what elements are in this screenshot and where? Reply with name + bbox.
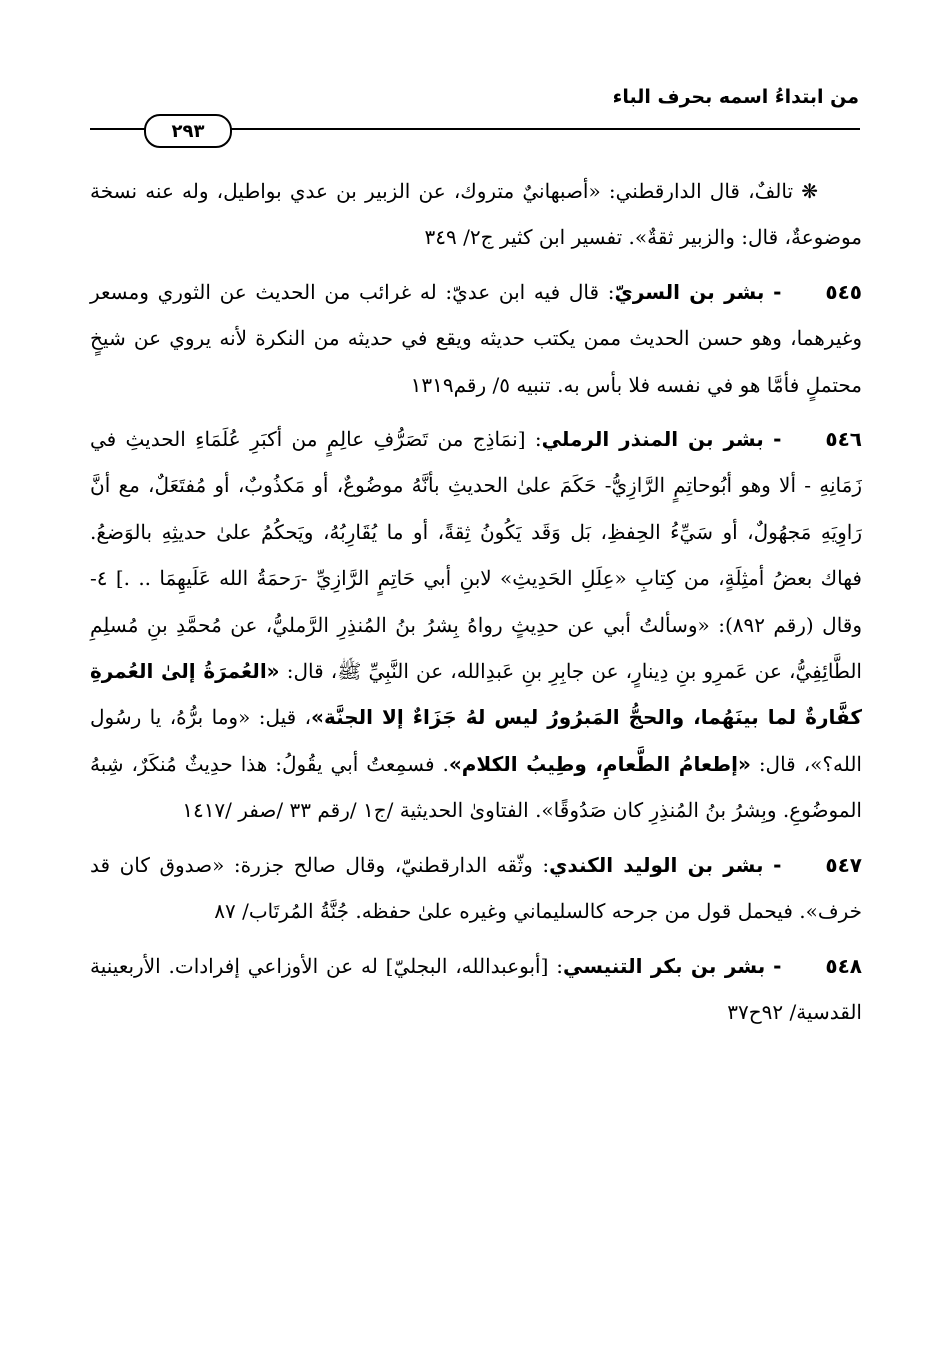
entry-text: تالفٌ، قال الدارقطني: «أصبهانيٌ متروك، عن الزبير بن عدي بواطيل، وله عنه نسخة موضوعةٌ، قال: والزبير ثقةٌ». تفسير ابن كثير ج٢/ ٣٤٩ [90, 179, 862, 250]
entry-continuation [90, 168, 862, 261]
entry-text: : [نمَاذِج من تَصَرُّفِ عالِمٍ من أكبَرِ عُلَمَاءِ الحديثِ في زَمَانِهِ - ألا وهو أبُوحاتِمٍ الرَّازِيُّ- حَكَمَ علىٰ الحديثِ بأنَّهُ موضُوعٌ، أو مَكذُوبٌ، أو مُفتَعَلٌ، مع أنَّ رَاوِيَهِ مَجهُولٌ، أو سَيِّءُ الحِفظِ، بَل وَقَد يَكُونُ ثِقةً، أو ما يُقَارِبُهُ، ويَحكُمُ علىٰ حديثِهِ بالوَضعُ. فهاك بعضُ أمثِلَةٍ، من كِتابِ «عِلَلِ الحَدِيثِ» لابنِ أبي حَاتِمٍ الرَّازِيِّ -رَحمَةُ الله عَلَيهِمَا .. .] ٤- وقال (رقم ٨٩٢): «وسألتُ أبي عن حدِيثٍ رواهُ بِشرُ بنُ المُنذِرِ الرَّمليُّ، عن مُحمَّدِ بنِ مُسلِمِ الطَّائِفِيُّ، عن عَمرِو بنِ دِينارٍ، عن جابِرِ بنِ عَبدِالله، عن النَّبِيِّ ﷺ، قال: [90, 427, 862, 684]
entry-text: : قال فيه ابن عديّ: له غرائب من الحديث عن الثوري ومسعر وغيرهما، وهو حسن الحديث ممن يكتب حديثه ويقع في حديثه من النكرة لأنه يروي عن شيخٍ محتملٍ فأمَّا هو في نفسه فلا بأس به. تنبيه ٥/ رقم١٣١٩ [90, 279, 862, 397]
narrator-name: بشر بن المنذر الرملي [541, 427, 764, 452]
entry-text: ، قيل: «وما برُّهُ، يا رسُول الله؟»، قال: [90, 705, 862, 776]
entry-number: ٥٤٨- [773, 953, 863, 978]
entry-number: ٥٤٦- [773, 427, 863, 452]
body-text [90, 168, 862, 1035]
entry-546 [90, 416, 862, 834]
page-number: ٢٩٣ [144, 114, 232, 148]
entry-545 [90, 269, 862, 408]
narrator-name: بشر بن الوليد الكندي [549, 852, 764, 877]
entry-text: . فسمِعتُ أبي يقُولُ: هذا حدِيثٌ مُنكَرٌ، شِبهُ الموضُوعِ. وبِشرُ بنُ المُنذِرِ كان صَدُوقًا». الفتاوىٰ الحديثية /ج١ /رقم ٣٣ /صفر /١٤١٧ [90, 751, 862, 823]
entry-548 [90, 943, 862, 1036]
asterisk-marker: ❋ [793, 179, 818, 203]
hadith-quote: «إطعامُ الطَّعامِ، وطِيبُ الكلام» [448, 751, 751, 776]
running-title: من ابتداءُ اسمه بحرف الباء [612, 86, 859, 108]
narrator-name: بشر بن بكر التنيسي [563, 953, 766, 978]
hadith-quote: «العُمرَةُ إلىٰ العُمرةِ كفَّارةٌ لما بينَهُما، والحجُّ المَبرُورُ ليس لهُ جَزَاءٌ إلا الجنَّة» [90, 659, 863, 730]
entry-number: ٥٤٥- [773, 279, 863, 304]
entry-text: : وثّقه الدارقطنيّ، وقال صالح جزرة: «صدوق كان قد خرف». فيحمل قول من جرحه كالسليماني وغيره علىٰ حفظه. جُنَّةُ المُرتَاب/ ٨٧ [90, 852, 862, 924]
entry-number: ٥٤٧- [773, 852, 863, 877]
narrator-name: بشر بن السريّ [614, 279, 765, 304]
entry-547 [90, 842, 862, 935]
entry-text: : [أبوعبدالله، البجليّ] له عن الأوزاعي إفرادات. الأربعينية القدسية/ ٩٢ح٣٧ [90, 953, 862, 1024]
